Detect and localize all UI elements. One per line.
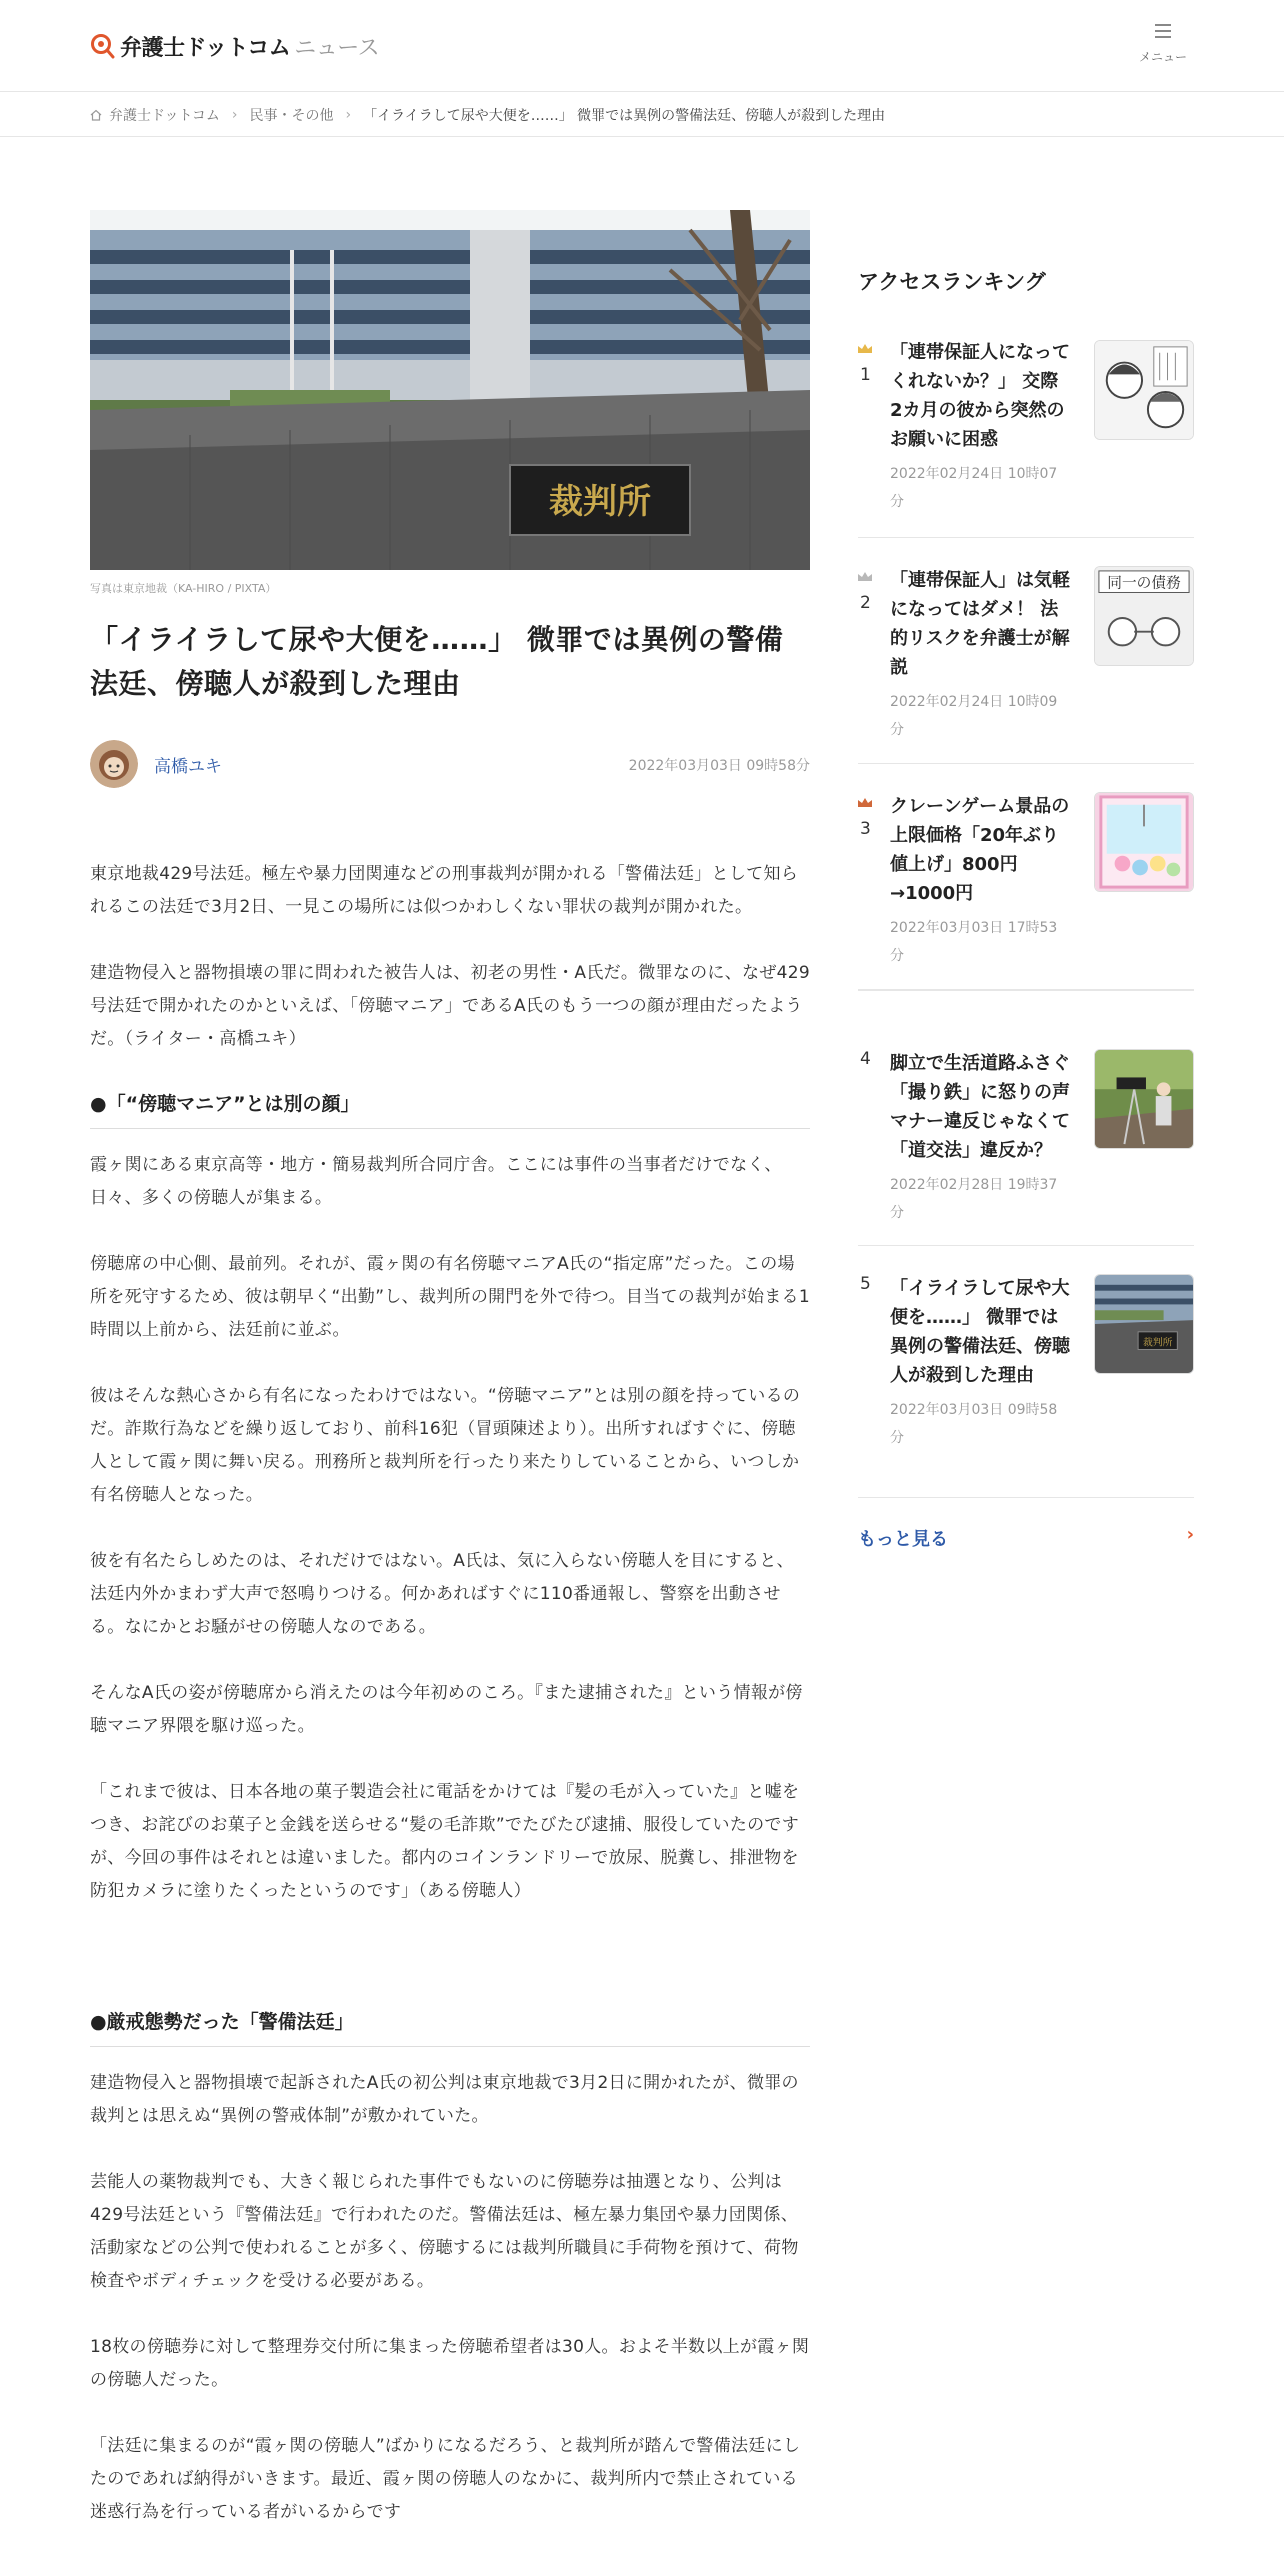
logo-sub-text: ニュース [294,35,380,61]
ranking-thumb-crane-game [1094,792,1194,892]
article-paragraph: 建造物侵入と器物損壊の罪に問われた被告人は、初老の男性・A氏だ。微罪なのに、なぜ429号法廷で開かれたのかといえば、「傍聴マニア」であるA氏のもう一つの顔が理由だったようだ。（ライター・高橋ユキ） [90,963,810,1049]
ranking-date: 2022年02月24日 10時09分 [890,694,1058,738]
more-label: もっと見る [858,1529,948,1550]
ranking-headline: 「連帯保証人になってくれないか？」 交際2カ月の彼から突然のお願いに困惑 [890,342,1070,450]
article-paragraph: 東京地裁429号法廷。極左や暴力団関連などの刑事裁判が開かれる「警備法廷」として知られるこの法廷で3月2日、一見この場所には似つかわしくない罪状の裁判が開かれた。 [90,864,799,917]
ranking-thumb-manga-1 [1094,340,1194,440]
rank-number: 3 [860,819,871,839]
breadcrumb-current: 「イライラして尿や大便を……」 微罪では異例の警備法廷、傍聴人が殺到した理由 [363,107,886,124]
hero-caption: 写真は東京地裁（KA-HIRO / PIXTA） [90,582,277,595]
author-row [90,740,810,788]
section-heading: ●厳戒態勢だった「警備法廷」 [90,2007,810,2047]
site-logo[interactable] [90,30,379,62]
ranking-list [858,338,1194,1578]
article-paragraph: 芸能人の薬物裁判でも、大きく報じられた事件でもないのに傍聴券は抽選となり、公判は429号法廷という『警備法廷』で行われたのだ。警備法廷は、極左暴力集団や暴力団関係、活動家などの公判で使われることが多く、傍聴するには裁判所職員に手荷物を預けて、荷物検査やボディチェックを受ける必要がある。 [90,2172,799,2291]
site-header [0,0,1284,92]
hero-image-courthouse [90,210,810,570]
author-name-link[interactable]: 高橋ユキ [154,756,222,777]
article-paragraph: 「これまで彼は、日本各地の菓子製造会社に電話をかけては『髪の毛が入っていた』と嘘をつき、お詫びのお菓子と金銭を送らせる“髪の毛詐欺”でたびたび逮捕、服役していたのですが、今回の事件はそれとは違いました。都内のコインランドリーで放尿、脱糞し、排泄物を防犯カメラに塗りたくったというのです」（ある傍聴人） [90,1782,800,1901]
chevron-right-icon: › [345,106,352,123]
crown-bronze-icon [858,798,872,807]
rank-number: 1 [860,365,871,385]
ranking-item-1[interactable] [858,338,1194,538]
ranking-title: アクセスランキング [858,270,1046,294]
author-avatar[interactable] [90,740,138,788]
rank-number: 4 [860,1049,871,1069]
hamburger-icon [1155,24,1171,38]
rank-number: 2 [860,593,871,613]
ranking-item-2[interactable] [858,538,1194,764]
breadcrumb-category-link[interactable]: 民事・その他 [249,107,334,124]
menu-label: メニュー [1138,50,1187,64]
ranking-headline: 脚立で生活道路ふさぐ「撮り鉄」に怒りの声 マナー違反じゃなくて「道交法」違反か？ [890,1053,1088,1161]
breadcrumb [0,93,1284,137]
rank-number: 5 [860,1274,871,1294]
article-paragraph: 彼を有名たらしめたのは、それだけではない。A氏は、気に入らない傍聴人を目にすると、法廷内外かまわず大声で怒鳴りつける。何かあればすぐに110番通報し、警察を出動させる。なにかとお騒がせの傍聴人なのである。 [90,1551,794,1637]
article-paragraph: 「法廷に集まるのが“霞ヶ関の傍聴人”ばかりになるだろう、と裁判所が踏んで警備法廷にしたのであれば納得がいきます。最近、霞ヶ関の傍聴人のなかに、裁判所内で禁止されている迷惑行為を行っている者がいるからです [90,2436,801,2522]
ranking-item-4[interactable] [858,990,1194,1246]
ranking-thumb-sign-text: 裁判所 [1143,1337,1173,1349]
logo-main-text: 弁護士ドットコム [120,35,291,61]
article-paragraph: 傍聴席の中心側、最前列。それが、霞ヶ関の有名傍聴マニアA氏の“指定席”だった。この場所を死守するため、彼は朝早く“出勤”し、裁判所の開門を外で待つ。目当ての裁判が始まる1時間以上前から、法廷前に並ぶ。 [90,1254,810,1340]
ranking-headline: クレーンゲーム景品の上限価格「20年ぶり値上げ」800円→1000円 [890,796,1070,904]
ranking-date: 2022年02月24日 10時07分 [890,466,1058,510]
article-paragraph: 霞ヶ関にある東京高等・地方・簡易裁判所合同庁舎。ここには事件の当事者だけでなく、日々、多くの傍聴人が集まる。 [90,1155,782,1208]
ranking-date: 2022年03月03日 17時53分 [890,920,1058,964]
logo-mark-icon [90,33,116,59]
ranking-date: 2022年02月28日 19時37分 [890,1177,1058,1221]
article-body [90,858,810,2529]
more-ranking-link[interactable] [858,1498,1194,1578]
ranking-item-3[interactable] [858,764,1194,990]
chevron-right-icon: › [231,106,238,123]
home-icon [90,109,102,121]
hero-sign-text: 裁判所 [549,482,651,522]
menu-button[interactable] [1130,22,1196,72]
article [90,210,810,2562]
ranking-headline: 「連帯保証人」は気軽になってはダメ！ 法的リスクを弁護士が解説 [890,570,1070,678]
article-title: 「イライラして尿や大便を……」 微罪では異例の警備法廷、傍聴人が殺到した理由 [90,623,784,700]
section-spacer [90,1941,810,2007]
ranking-item-5[interactable] [858,1246,1194,1498]
ranking-thumb-text: 同一の債務 [1107,574,1181,592]
ranking-date: 2022年03月03日 09時58分 [890,1402,1058,1446]
article-paragraph: 彼はそんな熱心さから有名になったわけではない。“傍聴マニア”とは別の顔を持っているのだ。詐欺行為などを繰り返しており、前科16犯（冒頭陳述より）。出所すればすぐに、傍聴人として霞ヶ関に舞い戻る。刑務所と裁判所を行ったり来たりしていることから、いつしか有名傍聴人となった。 [90,1386,801,1505]
section-heading: ●「“傍聴マニア”とは別の顔」 [90,1089,810,1129]
ranking-thumb-manga-2 [1094,566,1194,666]
chevron-right-icon: › [1186,1524,1194,1545]
article-date: 2022年03月03日 09時58分 [628,758,810,774]
article-paragraph: 18枚の傍聴券に対して整理券交付所に集まった傍聴希望者は30人。およそ半数以上が霞ヶ関の傍聴人だった。 [90,2337,810,2390]
ranking-thumb-train-photographers [1094,1049,1194,1149]
breadcrumb-home-link[interactable]: 弁護士ドットコム [109,107,220,124]
article-paragraph: 建造物侵入と器物損壊で起訴されたA氏の初公判は東京地裁で3月2日に開かれたが、微罪の裁判とは思えぬ“異例の警戒体制”が敷かれていた。 [90,2073,799,2126]
crown-gold-icon [858,344,872,353]
access-ranking [858,266,1194,1578]
ranking-headline: 「イライラして尿や大便を……」 微罪では異例の警備法廷、傍聴人が殺到した理由 [890,1278,1070,1386]
crown-silver-icon [858,572,872,581]
ranking-thumb-courthouse [1094,1274,1194,1374]
article-paragraph: そんなA氏の姿が傍聴席から消えたのは今年初めのころ。『また逮捕された』という情報が傍聴マニア界隈を駆け巡った。 [90,1683,803,1736]
